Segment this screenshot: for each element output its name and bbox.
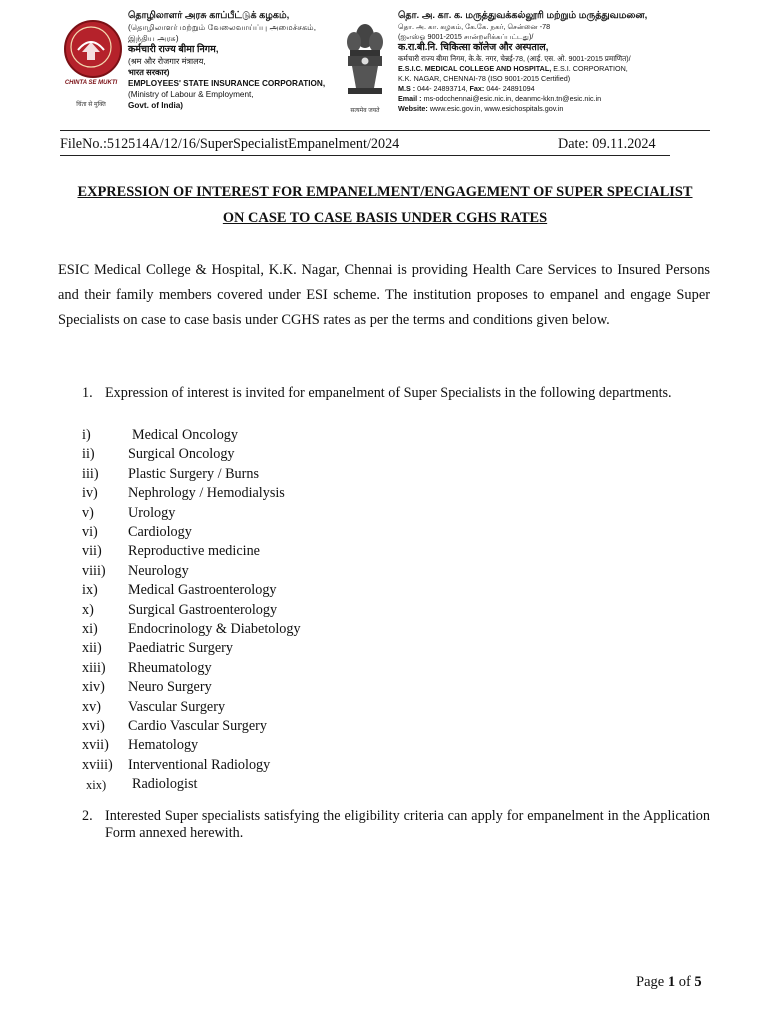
email-address[interactable]: ms-odcchennai@esic.nic.in, deanmc-kkn.tn@esic.nic.in	[423, 94, 602, 103]
list-item	[82, 505, 582, 524]
point-text: Interested Super specialists satisfying the eligibility criteria can apply for empanelment in the Application Form annexed herewith.	[105, 808, 710, 841]
list-numeral: i)	[82, 427, 91, 443]
govt-tamil: இந்திய அரசு)	[128, 34, 179, 43]
list-numeral: v)	[82, 504, 94, 521]
page-current: 1	[667, 974, 676, 990]
letterhead	[60, 10, 710, 132]
contact-website	[398, 104, 710, 114]
list-item	[82, 485, 582, 504]
contact-phone	[398, 84, 710, 94]
list-item	[82, 543, 582, 562]
corp-english: E.S.I. CORPORATION,	[553, 64, 628, 73]
fax-number: 044- 24891094	[486, 84, 535, 93]
logo-motto: CHINTA SE MUKTI	[64, 80, 118, 86]
department-name: Interventional Radiology	[128, 756, 271, 773]
department-name: Paediatric Surgery	[128, 640, 233, 657]
list-numeral: xiii)	[82, 659, 106, 676]
department-name: Cardiology	[128, 524, 192, 540]
list-numeral: xviii)	[82, 756, 113, 773]
department-name: Hematology	[128, 737, 199, 754]
list-numeral: xv)	[82, 698, 101, 715]
department-name: Surgical Oncology	[128, 446, 235, 463]
department-name: Surgical Gastroenterology	[128, 601, 278, 618]
department-name: Medical Gastroenterology	[128, 582, 277, 599]
list-numeral: xiv)	[82, 679, 105, 696]
letterhead-right-block	[398, 10, 710, 114]
college-name-tamil: தொ. அ. கா. க. மருத்துவக்கல்லூரி மற்றும் மருத்துவமனை,	[398, 10, 648, 21]
department-name: Endocrinology & Diabetology	[128, 621, 301, 637]
list-item	[82, 602, 582, 621]
list-item	[82, 427, 582, 446]
list-item	[82, 699, 582, 718]
list-item	[82, 679, 582, 698]
org-name-tamil: தொழிலாளர் அரசு காப்பீட்டுக் கழகம்,	[128, 10, 290, 21]
list-numeral: ix)	[82, 582, 98, 599]
department-name: Neuro Surgery	[128, 679, 212, 696]
point-number: 2.	[82, 808, 93, 824]
document-title-line-1: EXPRESSION OF INTEREST FOR EMPANELMENT/ENGAGEMENT OF SUPER SPECIALIST	[77, 184, 693, 200]
list-numeral: xix)	[86, 778, 107, 793]
org-name-hindi: कर्मचारी राज्य बीमा निगम,	[128, 44, 219, 55]
logo-motto-hindi: चिंता से मुक्ति	[76, 102, 106, 108]
list-item	[82, 621, 582, 640]
national-emblem	[342, 18, 388, 116]
page-of: of	[678, 974, 691, 990]
list-item	[82, 718, 582, 737]
department-name: Cardio Vascular Surgery	[128, 718, 267, 734]
department-name: Vascular Surgery	[128, 698, 226, 715]
department-name: Plastic Surgery / Burns	[128, 465, 259, 482]
department-name: Nephrology / Hemodialysis	[128, 485, 285, 502]
fax-label: Fax:	[469, 84, 485, 93]
list-item	[82, 660, 582, 679]
point-number: 1.	[82, 385, 93, 401]
page-label: Page	[636, 974, 665, 990]
address-english: K.K. NAGAR, CHENNAI-78 (ISO 9001-2015 Certified)	[398, 74, 571, 83]
department-name: Urology	[128, 504, 176, 521]
header-divider	[60, 130, 710, 131]
department-name: Rheumatology	[128, 659, 212, 676]
letterhead-left-block	[128, 10, 338, 111]
esic-logo-icon	[64, 20, 122, 78]
list-item	[82, 776, 582, 795]
phone-label: M.S :	[398, 84, 416, 93]
emblem-caption: सत्यमेव जयते	[350, 108, 380, 114]
list-item	[82, 582, 582, 601]
department-name: Medical Oncology	[132, 427, 238, 443]
phone-number: 044- 24893714,	[417, 84, 468, 93]
contact-email	[398, 94, 710, 104]
page-total: 5	[694, 974, 702, 990]
list-item	[82, 446, 582, 465]
list-numeral: x)	[82, 601, 94, 618]
list-item	[82, 524, 582, 543]
file-line-divider	[60, 155, 670, 156]
department-name: Neurology	[128, 562, 189, 579]
address-hindi: कर्मचारी राज्य बीमा निगम, के.के. नगर, चेन्नई-78, (आई. एस. ओ. 9001-2015 प्रमाणित)/	[398, 54, 631, 63]
website-link[interactable]: www.esic.gov.in, www.esichospitals.gov.in	[429, 104, 564, 113]
lion-capital-icon	[342, 18, 388, 104]
ministry-tamil: (தொழிலாளர் மற்றும் வேலைவாய்ப்பு அமைச்சகம்,	[128, 23, 317, 32]
list-numeral: iii)	[82, 465, 99, 482]
website-label: Website:	[398, 104, 428, 113]
department-name: Radiologist	[132, 776, 198, 793]
point-text: Expression of interest is invited for empanelment of Super Specialists in the following departments.	[105, 385, 672, 401]
page-number	[636, 974, 702, 991]
org-name-english: EMPLOYEES' STATE INSURANCE CORPORATION,	[128, 79, 326, 88]
list-numeral: xi)	[82, 621, 98, 637]
file-number: FileNo.:512514A/12/16/SuperSpecialistEmpanelment/2024	[60, 136, 400, 152]
college-english: E.S.I.C. MEDICAL COLLEGE AND HOSPITAL,	[398, 64, 552, 73]
list-numeral: xii)	[82, 640, 102, 657]
esic-logo	[60, 20, 122, 112]
address-tamil: தொ. அ. கா. கழகம், கே.கே. நகர், சென்னை -78	[398, 22, 551, 31]
department-name: Reproductive medicine	[128, 543, 260, 560]
list-numeral: viii)	[82, 562, 106, 579]
iso-tamil: (ஐஎஸ்ஓ 9001-2015 சான்றளிக்கப்பட்டது)/	[398, 32, 534, 41]
document-title-line-2: ON CASE TO CASE BASIS UNDER CGHS RATES	[222, 210, 548, 226]
list-item	[82, 640, 582, 659]
file-reference-line	[60, 136, 670, 154]
email-label: Email :	[398, 94, 422, 103]
list-item	[82, 757, 582, 776]
list-numeral: xvi)	[82, 718, 105, 734]
list-item	[82, 737, 582, 756]
list-item	[82, 563, 582, 582]
college-name-english	[398, 64, 710, 74]
list-numeral: ii)	[82, 446, 95, 463]
list-numeral: iv)	[82, 485, 98, 502]
intro-paragraph: ESIC Medical College & Hospital, K.K. Nagar, Chennai is providing Health Care Services to Insured Persons and their family members covered under ESI scheme. The institution proposes to empanel and engage Super Specialists on case to case basis under CGHS rates as per the terms and conditions given below.	[58, 262, 710, 328]
govt-english: Govt. of India)	[128, 101, 184, 110]
govt-hindi: भारत सरकार)	[128, 68, 170, 77]
document-date: Date: 09.11.2024	[558, 136, 656, 152]
list-numeral: vii)	[82, 543, 102, 560]
list-item	[82, 466, 582, 485]
list-numeral: xvii)	[82, 737, 109, 754]
list-numeral: vi)	[82, 524, 98, 540]
college-name-hindi: क.रा.बी.नि. चिकित्सा कॉलेज और अस्पताल,	[398, 42, 549, 53]
ministry-english: (Ministry of Labour & Employment,	[128, 90, 254, 99]
ministry-hindi: (श्रम और रोजगार मंत्रालय,	[128, 57, 206, 66]
